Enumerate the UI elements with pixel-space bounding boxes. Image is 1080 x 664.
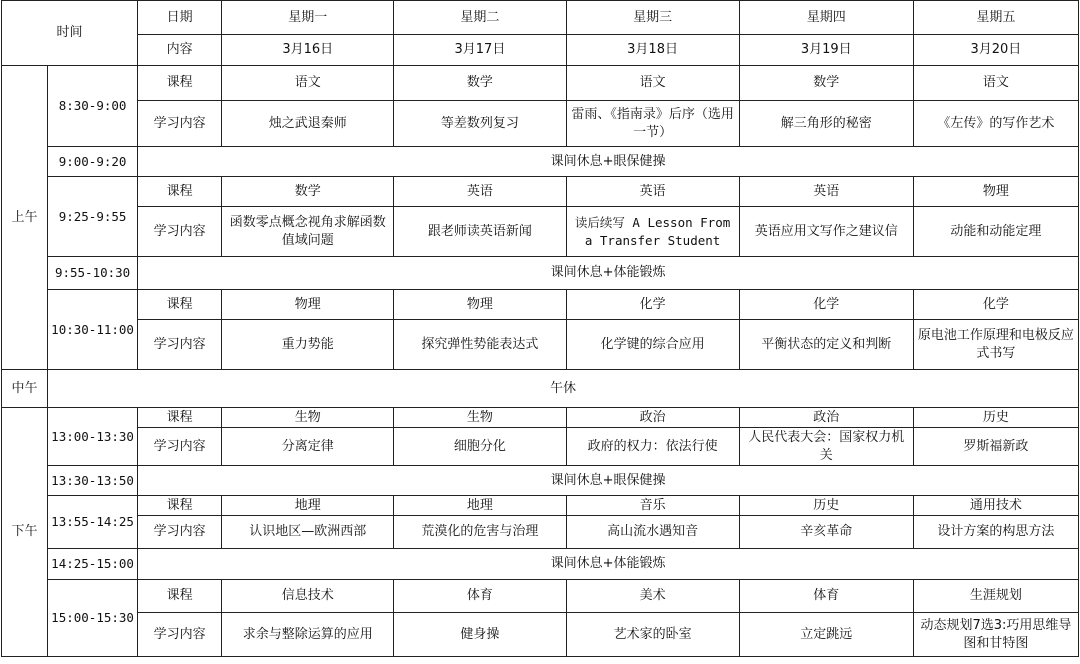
noon-row [2, 370, 1079, 408]
time-slot: 15:00-15:30 [48, 580, 138, 657]
content-cell: 政府的权力：依法行使 [566, 428, 739, 466]
course-cell: 语文 [913, 66, 1078, 101]
time-slot: 9:55-10:30 [48, 257, 138, 290]
content-row [2, 320, 1079, 370]
content-cell: 动态规划7选3:巧用思维导图和甘特图 [913, 613, 1078, 657]
date-header: 3月19日 [739, 35, 913, 66]
course-cell: 政治 [739, 408, 913, 428]
content-label: 内容 [138, 35, 222, 66]
content-cell: 平衡状态的定义和判断 [739, 320, 913, 370]
content-row-label: 学习内容 [138, 613, 222, 657]
time-slot: 9:00-9:20 [48, 147, 138, 177]
break-cell: 课间休息+眼保健操 [138, 147, 1079, 177]
course-cell: 地理 [222, 496, 394, 516]
noon-break-cell: 午休 [48, 370, 1079, 408]
content-row-label: 学习内容 [138, 428, 222, 466]
day-header: 星期三 [566, 1, 739, 35]
course-cell: 信息技术 [222, 580, 394, 613]
period-label: 下午 [2, 408, 48, 657]
course-row-label: 课程 [138, 496, 222, 516]
content-row [2, 516, 1079, 549]
course-cell: 体育 [739, 580, 913, 613]
content-cell: 艺术家的卧室 [566, 613, 739, 657]
time-slot: 14:25-15:00 [48, 549, 138, 580]
content-cell: 罗斯福新政 [913, 428, 1078, 466]
time-slot: 10:30-11:00 [48, 290, 138, 370]
break-cell: 课间休息+眼保健操 [138, 466, 1079, 496]
period-label: 中午 [2, 370, 48, 408]
course-row-label: 课程 [138, 580, 222, 613]
course-cell: 化学 [566, 290, 739, 320]
content-cell: 立定跳远 [739, 613, 913, 657]
content-cell: 高山流水遇知音 [566, 516, 739, 549]
content-row-label: 学习内容 [138, 516, 222, 549]
time-slot: 13:00-13:30 [48, 408, 138, 466]
course-row-label: 课程 [138, 177, 222, 207]
period-label: 上午 [2, 66, 48, 370]
content-cell: 求余与整除运算的应用 [222, 613, 394, 657]
course-row-label: 课程 [138, 66, 222, 101]
content-cell: 探究弹性势能表达式 [394, 320, 566, 370]
content-cell: 等差数列复习 [394, 101, 566, 147]
schedule-table [1, 0, 1079, 657]
content-row [2, 207, 1079, 257]
course-cell: 英语 [739, 177, 913, 207]
content-cell: 读后续写 A Lesson From a Transfer Student [566, 207, 739, 257]
course-cell: 历史 [739, 496, 913, 516]
date-header: 3月20日 [913, 35, 1078, 66]
break-row [2, 549, 1079, 580]
course-cell: 政治 [566, 408, 739, 428]
course-cell: 地理 [394, 496, 566, 516]
course-cell: 化学 [739, 290, 913, 320]
course-cell: 美术 [566, 580, 739, 613]
course-cell: 数学 [222, 177, 394, 207]
course-row [2, 408, 1079, 428]
content-cell: 辛亥革命 [739, 516, 913, 549]
content-cell: 设计方案的构思方法 [913, 516, 1078, 549]
header-row-days [2, 1, 1079, 35]
course-cell: 通用技术 [913, 496, 1078, 516]
content-cell: 烛之武退秦师 [222, 101, 394, 147]
content-row-label: 学习内容 [138, 207, 222, 257]
course-cell: 化学 [913, 290, 1078, 320]
content-cell: 函数零点概念视角求解函数值域问题 [222, 207, 394, 257]
date-label: 日期 [138, 1, 222, 35]
content-cell: 原电池工作原理和电极反应式书写 [913, 320, 1078, 370]
content-row [2, 101, 1079, 147]
date-header: 3月16日 [222, 35, 394, 66]
break-row [2, 257, 1079, 290]
time-corner-header: 时间 [2, 1, 138, 66]
content-cell: 重力势能 [222, 320, 394, 370]
content-cell: 解三角形的秘密 [739, 101, 913, 147]
course-cell: 英语 [394, 177, 566, 207]
course-row [2, 496, 1079, 516]
content-cell: 健身操 [394, 613, 566, 657]
date-header: 3月17日 [394, 35, 566, 66]
course-cell: 体育 [394, 580, 566, 613]
course-cell: 生物 [222, 408, 394, 428]
break-cell: 课间休息+体能锻炼 [138, 549, 1079, 580]
course-cell: 音乐 [566, 496, 739, 516]
course-cell: 数学 [739, 66, 913, 101]
time-slot: 13:30-13:50 [48, 466, 138, 496]
time-slot: 8:30-9:00 [48, 66, 138, 147]
day-header: 星期五 [913, 1, 1078, 35]
course-cell: 数学 [394, 66, 566, 101]
time-slot: 9:25-9:55 [48, 177, 138, 257]
course-cell: 英语 [566, 177, 739, 207]
content-cell: 动能和动能定理 [913, 207, 1078, 257]
day-header: 星期四 [739, 1, 913, 35]
break-row [2, 147, 1079, 177]
course-row [2, 580, 1079, 613]
content-cell: 细胞分化 [394, 428, 566, 466]
content-cell: 人民代表大会：国家权力机关 [739, 428, 913, 466]
course-row [2, 290, 1079, 320]
day-header: 星期二 [394, 1, 566, 35]
content-cell: 化学键的综合应用 [566, 320, 739, 370]
day-header: 星期一 [222, 1, 394, 35]
course-cell: 历史 [913, 408, 1078, 428]
content-row [2, 613, 1079, 657]
course-cell: 语文 [222, 66, 394, 101]
course-cell: 物理 [222, 290, 394, 320]
course-row-label: 课程 [138, 290, 222, 320]
course-cell: 物理 [913, 177, 1078, 207]
course-row [2, 66, 1079, 101]
course-cell: 物理 [394, 290, 566, 320]
content-cell: 英语应用文写作之建议信 [739, 207, 913, 257]
time-slot: 13:55-14:25 [48, 496, 138, 549]
content-cell: 认识地区—欧洲西部 [222, 516, 394, 549]
content-cell: 《左传》的写作艺术 [913, 101, 1078, 147]
course-cell: 生物 [394, 408, 566, 428]
content-cell: 雷雨、《指南录》后序（选用一节） [566, 101, 739, 147]
content-row [2, 428, 1079, 466]
content-row-label: 学习内容 [138, 320, 222, 370]
course-cell: 语文 [566, 66, 739, 101]
header-row-dates [2, 35, 1079, 66]
content-row-label: 学习内容 [138, 101, 222, 147]
course-row-label: 课程 [138, 408, 222, 428]
break-row [2, 466, 1079, 496]
date-header: 3月18日 [566, 35, 739, 66]
course-row [2, 177, 1079, 207]
break-cell: 课间休息+体能锻炼 [138, 257, 1079, 290]
content-cell: 分离定律 [222, 428, 394, 466]
course-cell: 生涯规划 [913, 580, 1078, 613]
content-cell: 跟老师读英语新闻 [394, 207, 566, 257]
content-cell: 荒漠化的危害与治理 [394, 516, 566, 549]
